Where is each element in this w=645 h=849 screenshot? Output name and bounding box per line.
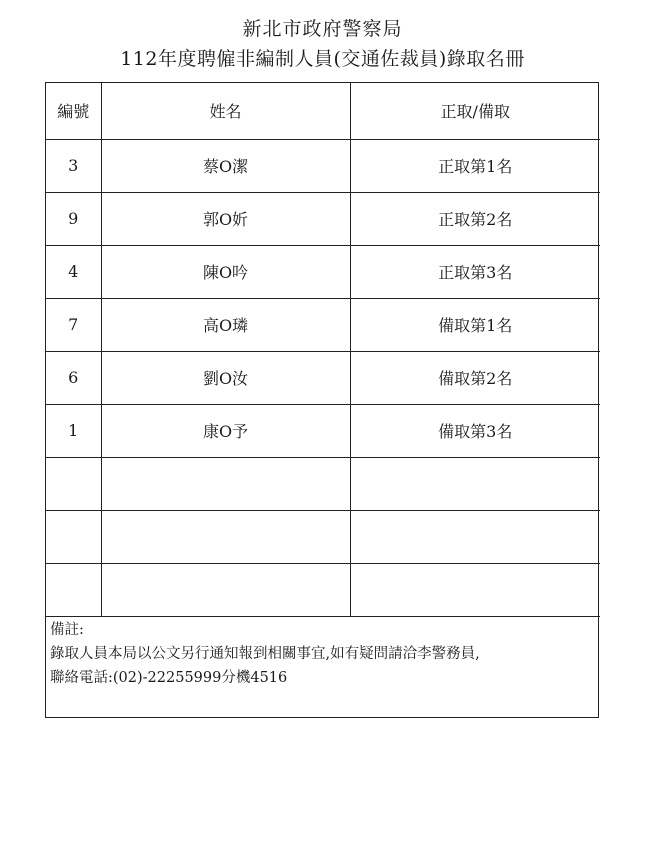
empty-cell xyxy=(46,510,101,563)
document-title: 新北市政府警察局 xyxy=(242,18,403,40)
table-header-row xyxy=(46,83,600,139)
cell-number: 3 xyxy=(46,139,101,192)
cell-number: 7 xyxy=(46,298,101,351)
cell-status: 正取第3名 xyxy=(350,245,600,298)
empty-table-row xyxy=(46,563,600,616)
cell-status: 備取第3名 xyxy=(350,404,600,457)
column-header-status: 正取/備取 xyxy=(350,83,600,139)
empty-cell xyxy=(101,510,350,563)
roster-table xyxy=(46,83,600,617)
document-subtitle: 112年度聘僱非編制人員(交通佐裁員)錄取名冊 xyxy=(120,48,525,70)
remarks-line-1: 錄取人員本局以公文另行通知報到相關事宜,如有疑問請洽李警務員, xyxy=(50,646,480,662)
table-row xyxy=(46,245,600,298)
cell-number: 1 xyxy=(46,404,101,457)
table-row xyxy=(46,192,600,245)
cell-status: 備取第2名 xyxy=(350,351,600,404)
cell-name: 郭O妡 xyxy=(101,192,350,245)
cell-status: 備取第1名 xyxy=(350,298,600,351)
empty-cell xyxy=(101,563,350,616)
cell-status: 正取第1名 xyxy=(350,139,600,192)
cell-number: 4 xyxy=(46,245,101,298)
cell-number: 9 xyxy=(46,192,101,245)
column-header-number: 編號 xyxy=(46,83,101,139)
empty-cell xyxy=(350,510,600,563)
empty-cell xyxy=(46,563,101,616)
cell-status: 正取第2名 xyxy=(350,192,600,245)
remarks-line-2: 聯絡電話:(02)-22255999分機4516 xyxy=(50,670,288,686)
table-row xyxy=(46,298,600,351)
table-row xyxy=(46,404,600,457)
empty-cell xyxy=(350,563,600,616)
remarks-label: 備註: xyxy=(50,622,84,638)
cell-name: 劉O汝 xyxy=(101,351,350,404)
remarks-section xyxy=(50,618,480,690)
roster-box xyxy=(45,82,599,718)
column-header-name: 姓名 xyxy=(101,83,350,139)
cell-name: 康O予 xyxy=(101,404,350,457)
empty-table-row xyxy=(46,457,600,510)
cell-name: 陳O吟 xyxy=(101,245,350,298)
cell-number: 6 xyxy=(46,351,101,404)
empty-cell xyxy=(350,457,600,510)
cell-name: 高O璘 xyxy=(101,298,350,351)
empty-table-row xyxy=(46,510,600,563)
empty-cell xyxy=(101,457,350,510)
table-row xyxy=(46,139,600,192)
cell-name: 蔡O潔 xyxy=(101,139,350,192)
table-row xyxy=(46,351,600,404)
empty-cell xyxy=(46,457,101,510)
